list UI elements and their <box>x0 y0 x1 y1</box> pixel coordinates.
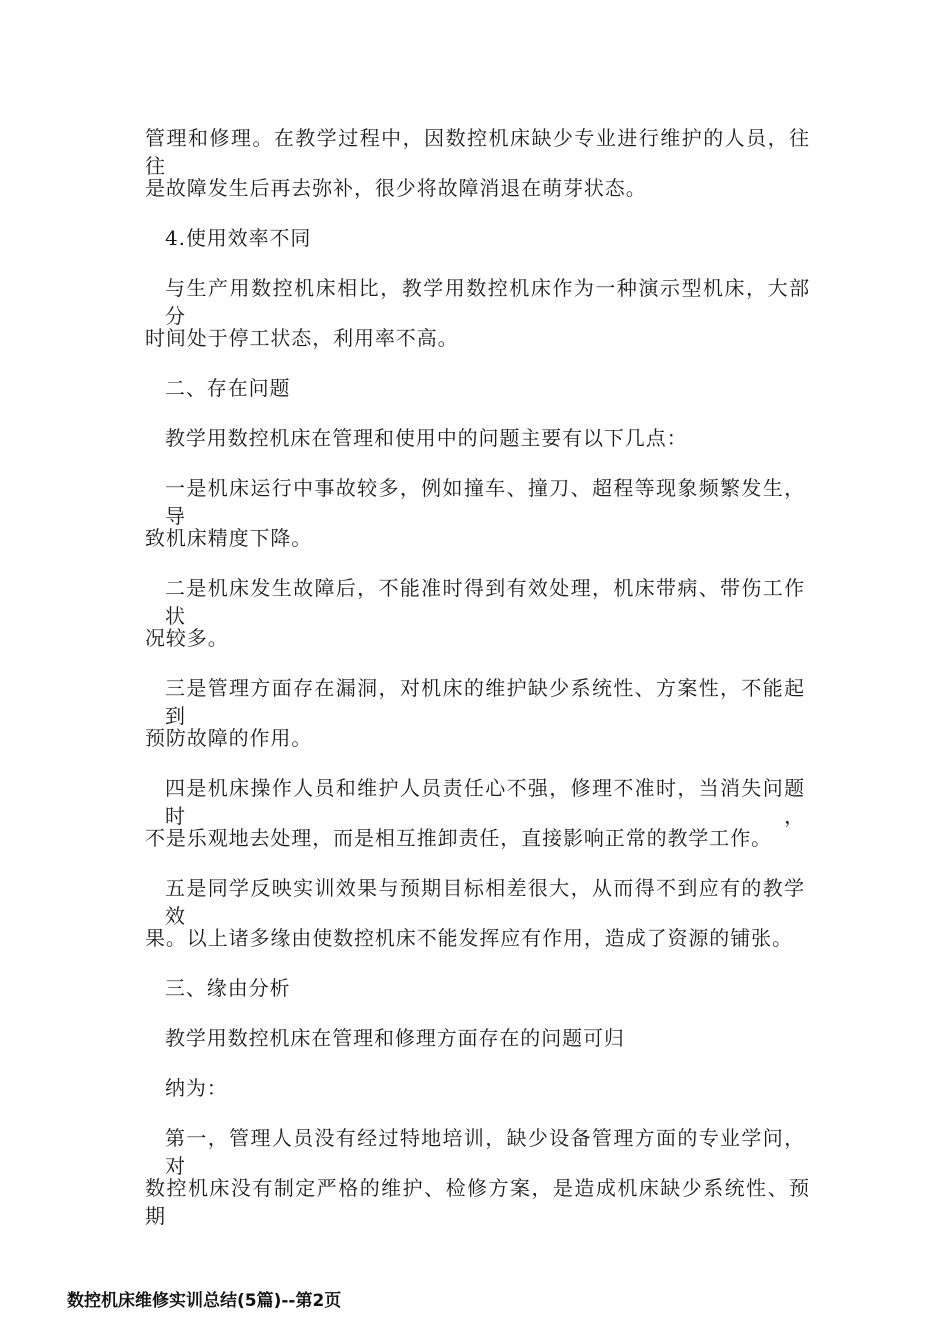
body-text-line: 致机床精度下降。 <box>145 526 313 550</box>
body-text-line: 况较多。 <box>145 626 229 650</box>
section-subheading: 4.使用效率不同 <box>165 226 312 250</box>
body-text-line: 与生产用数控机床相比，教学用数控机床作为一种演示型机床，大部分 <box>165 276 810 328</box>
body-text-line: 第一，管理人员没有经过特地培训，缺少设备管理方面的专业学问，对 <box>165 1126 805 1178</box>
body-text-line: 管理和修理。在教学过程中，因数控机床缺少专业进行维护的人员，往往 <box>145 126 810 178</box>
section-heading: 二、存在问题 <box>165 376 291 400</box>
body-text-line: 不是乐观地去处理，而是相互推卸责任，直接影响正常的教学工作。 <box>145 826 772 850</box>
body-text-line: 教学用数控机床在管理和使用中的问题主要有以下几点： <box>165 426 688 450</box>
section-heading: 三、缘由分析 <box>165 976 291 1000</box>
body-text-line: 一是机床运行中事故较多，例如撞车、撞刀、超程等现象频繁发生，导 <box>165 476 805 528</box>
body-text-line: 时间处于停工状态，利用率不高。 <box>145 326 459 350</box>
body-text-line: 纳为： <box>165 1076 228 1100</box>
body-text-line: 预防故障的作用。 <box>145 726 313 750</box>
body-text-line: 二是机床发生故障后，不能准时得到有效处理，机床带病、带伤工作状 <box>165 576 805 628</box>
body-text-line: 果。以上诸多缘由使数控机床不能发挥应有作用，造成了资源的铺张。 <box>145 926 793 950</box>
body-text-line: 五是同学反映实训效果与预期目标相差很大，从而得不到应有的教学效 <box>165 876 805 928</box>
body-text-line: 是故障发生后再去弥补，很少将故障消退在萌芽状态。 <box>145 176 647 200</box>
body-text-line: 数控机床没有制定严格的维护、检修方案，是造成机床缺少系统性、预期 <box>145 1176 810 1228</box>
page-footer: 数控机床维修实训总结(5篇)--第2页 <box>67 1291 342 1311</box>
body-text-line: 教学用数控机床在管理和修理方面存在的问题可归 <box>165 1026 625 1050</box>
body-text-line: 三是管理方面存在漏洞，对机床的维护缺少系统性、方案性，不能起到 <box>165 676 805 728</box>
body-text-line: 四是机床操作人员和维护人员责任心不强，修理不准时，当消失问题时， <box>165 776 805 828</box>
